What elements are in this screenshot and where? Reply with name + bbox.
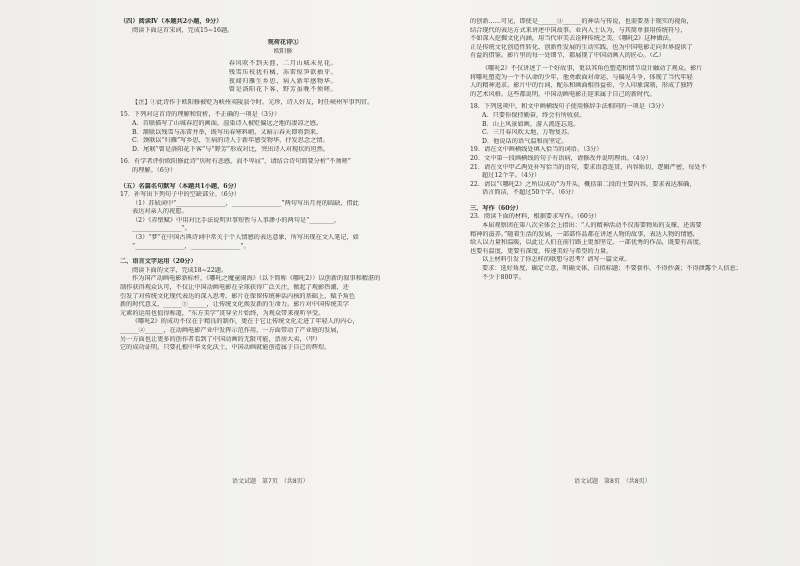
passage-line: 《哪吒2》的成功不仅在于精良的制作，更在于它让传统文化走进了年轻人的内心， bbox=[132, 318, 359, 326]
question-18-option: C．三月春风吹大地，万物复苏。 bbox=[482, 129, 574, 137]
poem-title: 观荷花诗① bbox=[267, 39, 299, 47]
question-23-line: 要求：选好角度，确定立意，明确文体，自拟标题；不要套作，不得抄袭；不得泄露个人信息； bbox=[482, 265, 742, 273]
question-23-line: 精神的滋养。”随着生活的发展，一部部作品都在讲述人物的故事，表达人物的情感， bbox=[470, 230, 699, 238]
poem-line: 春风吹不到天涯，二月山城未见花。 bbox=[228, 60, 338, 68]
question-18-option: A．只要你保持勤奋，终会有所收获。 bbox=[482, 111, 586, 119]
question-22-line: 22．请以“《哪吒2》之所以成功”为开头，概括第二段的主要内容，要求表达准确， bbox=[470, 180, 696, 188]
question-23-line: 23．阅读下面的材料，根据要求写作。（60分） bbox=[470, 213, 601, 221]
question-15-option: A．首联描写了山城春迟的画面，渲染诗人被贬偏远之地的凄凉之感。 bbox=[132, 119, 323, 127]
section-2-instruction: 阅读下面的文字，完成18~22题。 bbox=[132, 266, 228, 274]
question-23-line: 给人以力量和温暖，以此让人们在前行路上更加坚定。一部优秀的作品，既要有高度， bbox=[470, 239, 706, 247]
question-17-line: （3）“梦”在中国古典诗词中常关于个人情感的表达意象，所写出现在文人笔记，如 bbox=[132, 234, 359, 242]
passage-line: 的创新……可见，即使是______③______的神话与传说，也需要基于现实的视角， bbox=[470, 18, 693, 25]
question-23-line: 也要有温度，更要有深度，传递美好与希望的力量。 bbox=[470, 247, 613, 255]
poem-line: 夜闻归雁生乡思，病入新年感物华。 bbox=[228, 77, 338, 85]
poem-line: 曾是洛阳花下客，野芳虽晚不须嗟。 bbox=[228, 86, 338, 94]
right-page-footer: 语文试题 第8页 （共8页） bbox=[574, 478, 651, 485]
passage-line: 的艺术风格。这些都说明，中国动画电影正迎来属于自己的新时代。 bbox=[470, 90, 656, 98]
question-18-stem: 18．下列选项中，和文中画横线句子使用修辞手法相同的一项是（3分） bbox=[470, 103, 668, 111]
passage-line: 《哪吒2》不仅讲述了一个好故事，更以其角色塑造和情节设计触动了观众。影片 bbox=[482, 64, 703, 72]
passage-line: 新的时代意义，______①______，让传统文化焕发新的生命力。影片对中国传统美学 bbox=[120, 301, 349, 309]
question-17-line: 17．补写出下列句子中的空缺部分。（6分） bbox=[120, 191, 241, 199]
passage-line: ______②______，在动画电影产业中发挥示范作用，一方面带动了产业链的发展， bbox=[120, 327, 343, 334]
passage-line: 作为国产动画电影新标杆，《哪吒之魔童闹海》（以下简称《哪吒2》）以创新的叙事和精湛的 bbox=[132, 275, 381, 283]
right-page bbox=[470, 18, 770, 282]
section-5-title: （五）名篇名句默写（本题共1小题，6分） bbox=[120, 182, 240, 190]
passage-line: 将哪吒塑造为一个不认命的少年，他勇敢面对命运，与偏见斗争，体现了当代年轻 bbox=[470, 73, 693, 81]
question-19: 19．请在文中画横线处填入恰当的词语。（3分） bbox=[470, 146, 603, 154]
passage-line: 另一方面也让更多的创作者看到了中国动画的无限可能，票房大卖，（甲） bbox=[120, 335, 322, 343]
passage-line: 结合现代的表达方式来讲述中国故事。业内人士认为，与其简单套用传统符号， bbox=[470, 26, 687, 34]
poem-note: 【注】①此诗作于欧阳修被贬为峡州夷陵县令时。元珍，诗人好友，时任峡州军事判官。 bbox=[132, 98, 374, 106]
question-17-line: （2）《赤壁赋》中用对比手法说明世事短暂与人事渺小的两句是“________， bbox=[132, 216, 341, 224]
question-17-line: ________________”。 bbox=[132, 225, 191, 233]
question-15-stem: 15．下列对这首诗的理解和赏析，不正确的一项是（3分） bbox=[120, 111, 281, 119]
section-3-title: 三、写作（60分） bbox=[470, 204, 522, 212]
passage-line: 有益的借鉴。影片里的每一处细节，都展现了中国动画人的匠心。（乙） bbox=[470, 52, 665, 60]
poem-line: 残雪压枝犹有橘，冻雷惊笋欲抽芽。 bbox=[228, 68, 338, 76]
question-15-option: D．尾联“曾是洛阳花下客”与“野芳”形成对比，突出诗人对现状的坦然。 bbox=[132, 145, 330, 153]
question-17-line: “________________，________________”。 bbox=[132, 242, 250, 250]
question-23-line: 本届观察团在第八次全体会上指出：“人的精神活动不仅需要物质的支撑，还需要 bbox=[482, 222, 702, 230]
passage-line: 人的精神追求。影片中的台词、配乐和画面相得益彰，令人印象深刻，形成了独特 bbox=[470, 82, 693, 90]
passage-line: 制作获得观众认可，不仅让中国动画电影在全球获得广泛关注，掀起了观影热潮，还 bbox=[120, 284, 349, 292]
question-23-line: 不少于800字。 bbox=[482, 273, 525, 281]
passage-line: 它的成功证明，只要扎根中华文化沃土，中国动画就能创造属于自己的辉煌。 bbox=[120, 344, 331, 352]
question-16-line: 的理解。（6分） bbox=[132, 166, 177, 174]
section-2-title: 二、语言文字运用（20分） bbox=[120, 258, 197, 266]
question-18-option: D．他说话的语气温和而坚定。 bbox=[482, 137, 568, 145]
question-16-line: 16．有学者评价欧阳修此诗“负时有悲感，而不卑屈”，请结合诗句简要分析“不须嗟” bbox=[120, 158, 351, 166]
question-20: 20．文中第一段画横线的句子有语病，请修改并说明理由。（4分） bbox=[470, 154, 652, 162]
question-17-line: 表达对亲人的祝愿。 bbox=[132, 208, 188, 216]
passage-line: 元素的运用也值得称道，“东方美学”贯穿全片始终，为观众带来视听享受。 bbox=[120, 309, 325, 317]
question-18-option: B．山上风景如画，游人流连忘返。 bbox=[482, 120, 580, 128]
question-23-line: 以上材料引发了你怎样的联想与思考？请写一篇文章。 bbox=[482, 256, 631, 264]
passage-line: 不如深入挖掘文化内涵，用当代审美去诠释传统之美。《哪吒2》这种做法， bbox=[470, 35, 676, 43]
section-4-title: （四）阅读Ⅳ（本题共2小题，9分） bbox=[120, 18, 223, 25]
poem-author: 欧阳修 bbox=[273, 47, 293, 55]
question-15-option: B．颔联以残雪与冻雷并举，既写出春寒料峭，又暗示春天即将到来。 bbox=[132, 128, 323, 136]
section-4-instruction: 阅读下面这首宋词，完成15~16题。 bbox=[132, 26, 234, 34]
passage-line: 正是传统文化创造性转化、创新性发展的生动实践，也为中国电影走向世界提供了 bbox=[470, 43, 693, 51]
question-21-line: 超过12个字。（4分） bbox=[482, 172, 541, 180]
question-22-line: 语言简洁，不超过50个字。（6分） bbox=[482, 189, 578, 197]
question-21-line: 21．请在文中甲乙两处补写恰当的语句，要求语意连贯，内容贴切，逻辑严密，每处不 bbox=[470, 163, 707, 171]
question-15-option: C．颈联以“归雁”写乡思，生病的诗人于新年感受物华，抒发思念之情。 bbox=[132, 137, 329, 145]
left-page-footer: 语文试题 第7页 （共8页） bbox=[232, 478, 309, 485]
passage-line: 引发了对传统文化现代表达的深入思考。影片在保留传统神话内核的基础上，赋予角色 bbox=[120, 292, 356, 300]
question-17-line: （1）苏轼词中“________________，________________”两句写出月亮的圆缺，借此 bbox=[132, 199, 359, 207]
left-page bbox=[120, 18, 446, 353]
